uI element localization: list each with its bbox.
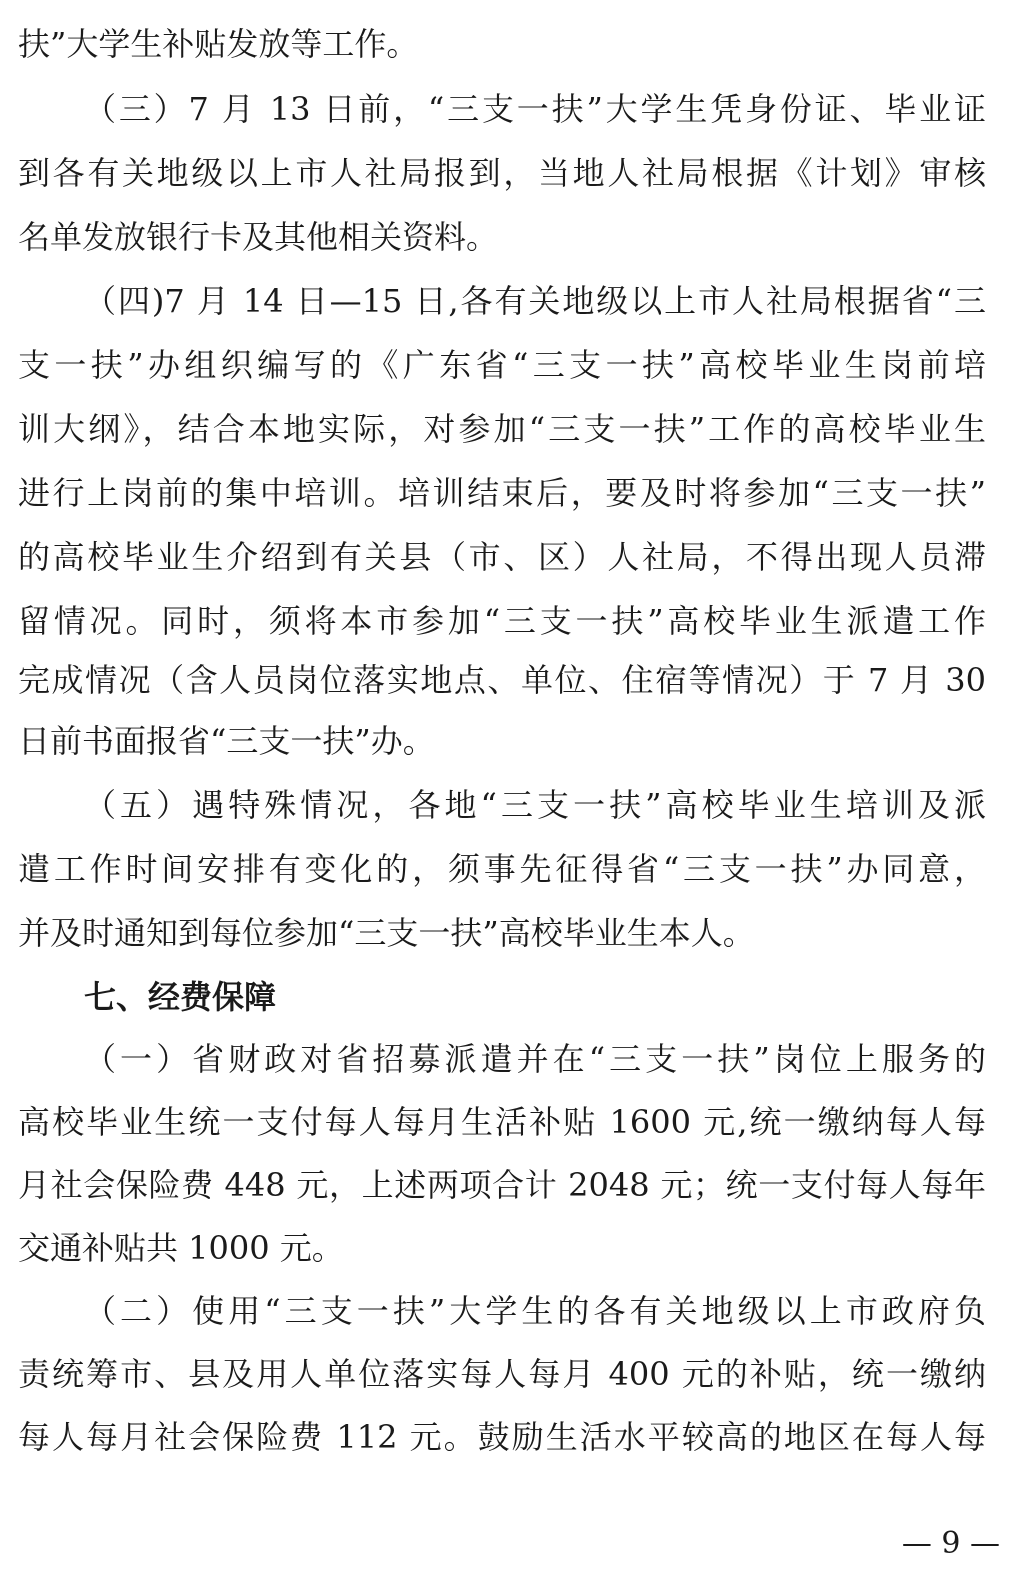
paragraph-line: 扶”大学生补贴发放等工作。 <box>18 25 419 63</box>
paragraph-line: 并及时通知到每位参加“三支一扶”高校毕业生本人。 <box>18 914 755 952</box>
paragraph-line: （一）省财政对省招募派遣并在“三支一扶”岗位上服务的 <box>84 1040 986 1078</box>
paragraph-line: 到各有关地级以上市人社局报到，当地人社局根据《计划》审核 <box>18 154 986 192</box>
page-number: — 9 — <box>901 1526 1000 1561</box>
section-heading: 七、经费保障 <box>84 978 277 1016</box>
paragraph-line: 交通补贴共 1000 元。 <box>18 1229 344 1267</box>
paragraph-line: 日前书面报省“三支一扶”办。 <box>18 722 435 760</box>
paragraph-line: （五）遇特殊情况，各地“三支一扶”高校毕业生培训及派 <box>84 786 986 824</box>
paragraph-line: 责统筹市、县及用人单位落实每人每月 400 元的补贴，统一缴纳 <box>18 1355 986 1393</box>
paragraph-line: 的高校毕业生介绍到有关县（市、区）人社局，不得出现人员滞 <box>18 538 986 576</box>
paragraph-line: （三）7 月 13 日前，“三支一扶”大学生凭身份证、毕业证 <box>84 90 986 128</box>
paragraph-line: 每人每月社会保险费 112 元。鼓励生活水平较高的地区在每人每 <box>18 1418 986 1456</box>
paragraph-line: 高校毕业生统一支付每人每月生活补贴 1600 元,统一缴纳每人每 <box>18 1103 986 1141</box>
paragraph-line: 完成情况（含人员岗位落实地点、单位、住宿等情况）于 7 月 30 <box>18 661 986 699</box>
paragraph-line: 训大纲》，结合本地实际，对参加“三支一扶”工作的高校毕业生 <box>18 410 986 448</box>
paragraph-line: （四)7 月 14 日—15 日,各有关地级以上市人社局根据省“三 <box>84 282 986 320</box>
paragraph-line: 留情况。同时，须将本市参加“三支一扶”高校毕业生派遣工作 <box>18 602 986 640</box>
paragraph-line: 名单发放银行卡及其他相关资料。 <box>18 218 499 256</box>
paragraph-line: 进行上岗前的集中培训。培训结束后，要及时将参加“三支一扶” <box>18 474 986 512</box>
paragraph-line: 支一扶”办组织编写的《广东省“三支一扶”高校毕业生岗前培 <box>18 346 986 384</box>
paragraph-line: 月社会保险费 448 元，上述两项合计 2048 元；统一支付每人每年 <box>18 1166 986 1204</box>
paragraph-line: （二）使用“三支一扶”大学生的各有关地级以上市政府负 <box>84 1292 986 1330</box>
paragraph-line: 遣工作时间安排有变化的，须事先征得省“三支一扶”办同意， <box>18 850 986 888</box>
